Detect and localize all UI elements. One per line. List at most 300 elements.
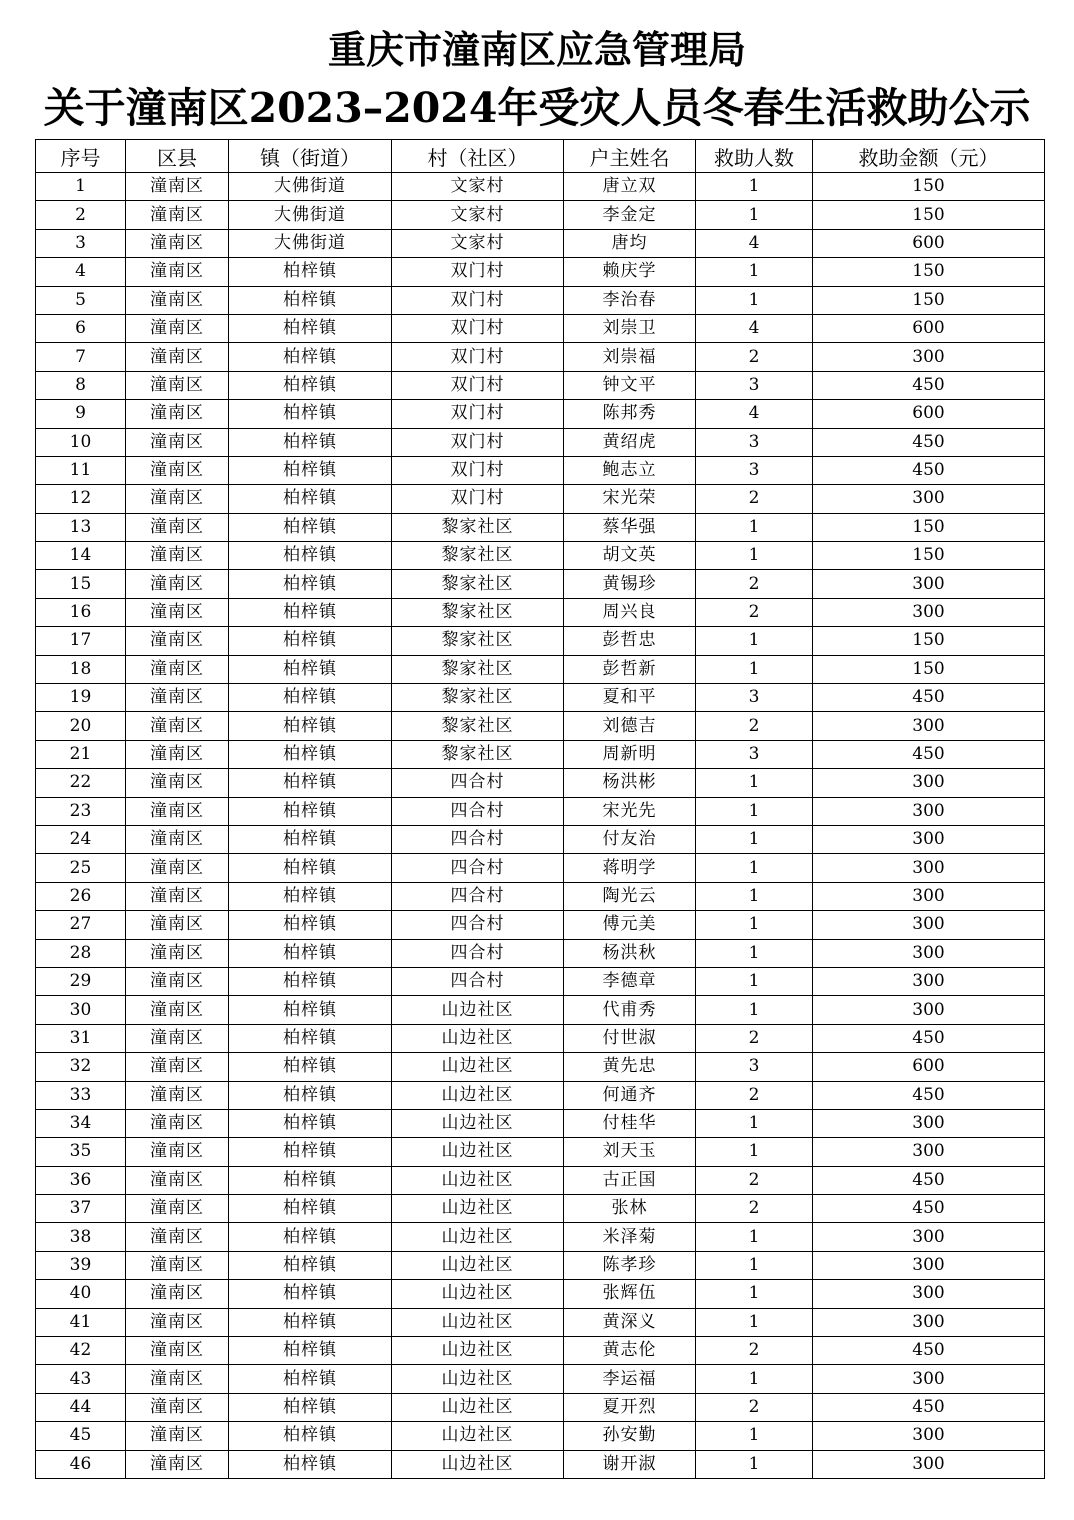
- cell-index: 14: [36, 542, 126, 570]
- cell-town: 柏梓镇: [229, 1365, 392, 1393]
- cell-county: 潼南区: [126, 1337, 229, 1365]
- table-row: [36, 1365, 1045, 1393]
- cell-householder: 钟文平: [564, 371, 696, 399]
- cell-county: 潼南区: [126, 513, 229, 541]
- cell-persons: 1: [696, 1280, 813, 1308]
- cell-householder: 彭哲新: [564, 655, 696, 683]
- cell-amount: 450: [813, 1195, 1045, 1223]
- cell-persons: 1: [696, 1365, 813, 1393]
- cell-persons: 1: [696, 201, 813, 229]
- cell-village: 山边社区: [392, 996, 564, 1024]
- cell-county: 潼南区: [126, 1422, 229, 1450]
- cell-index: 2: [36, 201, 126, 229]
- cell-amount: 300: [813, 712, 1045, 740]
- cell-town: 柏梓镇: [229, 1223, 392, 1251]
- cell-persons: 1: [696, 854, 813, 882]
- cell-county: 潼南区: [126, 1024, 229, 1052]
- cell-amount: 450: [813, 456, 1045, 484]
- cell-persons: 2: [696, 1081, 813, 1109]
- cell-persons: 3: [696, 684, 813, 712]
- cell-householder: 杨洪彬: [564, 769, 696, 797]
- cell-amount: 300: [813, 1450, 1045, 1478]
- table-row: [36, 1251, 1045, 1279]
- cell-county: 潼南区: [126, 854, 229, 882]
- table-row: [36, 1195, 1045, 1223]
- cell-index: 28: [36, 939, 126, 967]
- cell-town: 柏梓镇: [229, 1280, 392, 1308]
- cell-town: 柏梓镇: [229, 400, 392, 428]
- cell-county: 潼南区: [126, 996, 229, 1024]
- cell-county: 潼南区: [126, 201, 229, 229]
- cell-householder: 李金定: [564, 201, 696, 229]
- cell-town: 柏梓镇: [229, 854, 392, 882]
- cell-village: 山边社区: [392, 1422, 564, 1450]
- header-town: 镇（街道）: [229, 140, 392, 173]
- cell-index: 36: [36, 1166, 126, 1194]
- cell-persons: 1: [696, 911, 813, 939]
- table-row: [36, 1308, 1045, 1336]
- table-row: [36, 1109, 1045, 1137]
- cell-persons: 3: [696, 1053, 813, 1081]
- cell-town: 柏梓镇: [229, 286, 392, 314]
- table-header-row: [36, 140, 1045, 173]
- table-row: [36, 1422, 1045, 1450]
- cell-town: 柏梓镇: [229, 1251, 392, 1279]
- table-row: [36, 428, 1045, 456]
- cell-village: 黎家社区: [392, 570, 564, 598]
- table-row: [36, 371, 1045, 399]
- cell-village: 山边社区: [392, 1450, 564, 1478]
- cell-householder: 唐立双: [564, 173, 696, 201]
- table-body: [36, 173, 1045, 1479]
- cell-town: 柏梓镇: [229, 655, 392, 683]
- cell-householder: 蒋明学: [564, 854, 696, 882]
- table-row: [36, 882, 1045, 910]
- cell-town: 柏梓镇: [229, 1393, 392, 1421]
- cell-county: 潼南区: [126, 1166, 229, 1194]
- cell-village: 山边社区: [392, 1109, 564, 1137]
- cell-town: 柏梓镇: [229, 627, 392, 655]
- cell-amount: 300: [813, 570, 1045, 598]
- cell-index: 22: [36, 769, 126, 797]
- cell-index: 17: [36, 627, 126, 655]
- cell-householder: 傅元美: [564, 911, 696, 939]
- cell-index: 35: [36, 1138, 126, 1166]
- table-row: [36, 854, 1045, 882]
- cell-county: 潼南区: [126, 314, 229, 342]
- cell-amount: 450: [813, 428, 1045, 456]
- cell-county: 潼南区: [126, 684, 229, 712]
- cell-village: 黎家社区: [392, 655, 564, 683]
- cell-amount: 450: [813, 1081, 1045, 1109]
- table-row: [36, 400, 1045, 428]
- cell-village: 文家村: [392, 201, 564, 229]
- cell-village: 双门村: [392, 343, 564, 371]
- cell-householder: 夏开烈: [564, 1393, 696, 1421]
- cell-town: 柏梓镇: [229, 1450, 392, 1478]
- cell-village: 双门村: [392, 428, 564, 456]
- cell-householder: 黄深义: [564, 1308, 696, 1336]
- header-village: 村（社区）: [392, 140, 564, 173]
- cell-persons: 4: [696, 314, 813, 342]
- table-row: [36, 286, 1045, 314]
- cell-householder: 付桂华: [564, 1109, 696, 1137]
- table-row: [36, 996, 1045, 1024]
- table-row: [36, 655, 1045, 683]
- cell-index: 42: [36, 1337, 126, 1365]
- cell-county: 潼南区: [126, 1109, 229, 1137]
- cell-town: 柏梓镇: [229, 343, 392, 371]
- cell-index: 21: [36, 740, 126, 768]
- cell-index: 27: [36, 911, 126, 939]
- cell-county: 潼南区: [126, 1081, 229, 1109]
- table-row: [36, 1280, 1045, 1308]
- cell-householder: 陈邦秀: [564, 400, 696, 428]
- cell-village: 山边社区: [392, 1365, 564, 1393]
- cell-amount: 300: [813, 1365, 1045, 1393]
- header-amount: 救助金额（元）: [813, 140, 1045, 173]
- cell-county: 潼南区: [126, 371, 229, 399]
- cell-persons: 1: [696, 627, 813, 655]
- cell-persons: 2: [696, 1195, 813, 1223]
- cell-householder: 代甫秀: [564, 996, 696, 1024]
- cell-householder: 李德章: [564, 967, 696, 995]
- cell-town: 柏梓镇: [229, 939, 392, 967]
- cell-town: 柏梓镇: [229, 1422, 392, 1450]
- cell-village: 山边社区: [392, 1166, 564, 1194]
- cell-village: 四合村: [392, 825, 564, 853]
- cell-town: 柏梓镇: [229, 1024, 392, 1052]
- cell-index: 5: [36, 286, 126, 314]
- cell-amount: 600: [813, 400, 1045, 428]
- cell-persons: 4: [696, 400, 813, 428]
- cell-amount: 600: [813, 1053, 1045, 1081]
- cell-amount: 150: [813, 286, 1045, 314]
- cell-index: 20: [36, 712, 126, 740]
- cell-index: 32: [36, 1053, 126, 1081]
- cell-town: 柏梓镇: [229, 740, 392, 768]
- cell-town: 柏梓镇: [229, 1308, 392, 1336]
- cell-amount: 450: [813, 684, 1045, 712]
- cell-amount: 600: [813, 229, 1045, 257]
- cell-index: 4: [36, 258, 126, 286]
- table-row: [36, 456, 1045, 484]
- cell-county: 潼南区: [126, 825, 229, 853]
- cell-persons: 2: [696, 1393, 813, 1421]
- cell-town: 柏梓镇: [229, 513, 392, 541]
- cell-persons: 1: [696, 825, 813, 853]
- cell-index: 37: [36, 1195, 126, 1223]
- cell-amount: 300: [813, 1251, 1045, 1279]
- cell-amount: 300: [813, 1308, 1045, 1336]
- cell-amount: 450: [813, 1166, 1045, 1194]
- cell-county: 潼南区: [126, 1195, 229, 1223]
- cell-householder: 刘崇卫: [564, 314, 696, 342]
- cell-county: 潼南区: [126, 258, 229, 286]
- cell-householder: 李运福: [564, 1365, 696, 1393]
- table-row: [36, 1053, 1045, 1081]
- cell-index: 38: [36, 1223, 126, 1251]
- table-row: [36, 570, 1045, 598]
- cell-town: 柏梓镇: [229, 485, 392, 513]
- cell-village: 黎家社区: [392, 598, 564, 626]
- cell-county: 潼南区: [126, 1251, 229, 1279]
- cell-village: 山边社区: [392, 1138, 564, 1166]
- cell-index: 9: [36, 400, 126, 428]
- cell-county: 潼南区: [126, 570, 229, 598]
- cell-county: 潼南区: [126, 769, 229, 797]
- cell-index: 19: [36, 684, 126, 712]
- cell-county: 潼南区: [126, 1280, 229, 1308]
- cell-index: 3: [36, 229, 126, 257]
- cell-householder: 谢开淑: [564, 1450, 696, 1478]
- cell-amount: 300: [813, 939, 1045, 967]
- cell-county: 潼南区: [126, 456, 229, 484]
- cell-amount: 150: [813, 655, 1045, 683]
- table-row: [36, 1450, 1045, 1478]
- table-row: [36, 825, 1045, 853]
- cell-village: 文家村: [392, 173, 564, 201]
- cell-persons: 2: [696, 1024, 813, 1052]
- cell-village: 四合村: [392, 911, 564, 939]
- cell-index: 11: [36, 456, 126, 484]
- cell-amount: 150: [813, 258, 1045, 286]
- cell-amount: 300: [813, 1138, 1045, 1166]
- cell-village: 双门村: [392, 371, 564, 399]
- cell-village: 黎家社区: [392, 712, 564, 740]
- cell-householder: 古正国: [564, 1166, 696, 1194]
- cell-town: 柏梓镇: [229, 712, 392, 740]
- cell-county: 潼南区: [126, 882, 229, 910]
- cell-county: 潼南区: [126, 1450, 229, 1478]
- table-row: [36, 1166, 1045, 1194]
- cell-village: 双门村: [392, 456, 564, 484]
- cell-county: 潼南区: [126, 967, 229, 995]
- cell-village: 双门村: [392, 485, 564, 513]
- cell-village: 山边社区: [392, 1024, 564, 1052]
- cell-county: 潼南区: [126, 485, 229, 513]
- cell-householder: 何通齐: [564, 1081, 696, 1109]
- table-row: [36, 712, 1045, 740]
- cell-persons: 2: [696, 485, 813, 513]
- cell-index: 43: [36, 1365, 126, 1393]
- cell-village: 黎家社区: [392, 513, 564, 541]
- header-persons: 救助人数: [696, 140, 813, 173]
- table-row: [36, 485, 1045, 513]
- table-row: [36, 627, 1045, 655]
- cell-village: 双门村: [392, 400, 564, 428]
- cell-village: 四合村: [392, 769, 564, 797]
- cell-persons: 3: [696, 428, 813, 456]
- cell-persons: 1: [696, 286, 813, 314]
- cell-index: 41: [36, 1308, 126, 1336]
- cell-householder: 周兴良: [564, 598, 696, 626]
- table-row: [36, 598, 1045, 626]
- cell-householder: 宋光先: [564, 797, 696, 825]
- cell-amount: 300: [813, 882, 1045, 910]
- cell-amount: 300: [813, 1280, 1045, 1308]
- cell-village: 双门村: [392, 314, 564, 342]
- cell-town: 柏梓镇: [229, 996, 392, 1024]
- cell-county: 潼南区: [126, 1053, 229, 1081]
- cell-village: 文家村: [392, 229, 564, 257]
- cell-county: 潼南区: [126, 939, 229, 967]
- cell-index: 1: [36, 173, 126, 201]
- cell-town: 柏梓镇: [229, 1337, 392, 1365]
- cell-town: 柏梓镇: [229, 882, 392, 910]
- header-index: 序号: [36, 140, 126, 173]
- cell-county: 潼南区: [126, 542, 229, 570]
- cell-village: 山边社区: [392, 1195, 564, 1223]
- cell-county: 潼南区: [126, 343, 229, 371]
- cell-county: 潼南区: [126, 598, 229, 626]
- cell-amount: 300: [813, 598, 1045, 626]
- cell-county: 潼南区: [126, 911, 229, 939]
- cell-town: 柏梓镇: [229, 967, 392, 995]
- cell-persons: 2: [696, 598, 813, 626]
- cell-persons: 1: [696, 513, 813, 541]
- cell-amount: 300: [813, 911, 1045, 939]
- cell-index: 33: [36, 1081, 126, 1109]
- cell-persons: 2: [696, 343, 813, 371]
- cell-county: 潼南区: [126, 428, 229, 456]
- cell-index: 8: [36, 371, 126, 399]
- cell-persons: 1: [696, 1308, 813, 1336]
- cell-persons: 1: [696, 1422, 813, 1450]
- cell-amount: 150: [813, 542, 1045, 570]
- table-row: [36, 1223, 1045, 1251]
- cell-amount: 150: [813, 627, 1045, 655]
- cell-householder: 刘天玉: [564, 1138, 696, 1166]
- table-row: [36, 258, 1045, 286]
- cell-county: 潼南区: [126, 1365, 229, 1393]
- cell-amount: 150: [813, 513, 1045, 541]
- cell-town: 柏梓镇: [229, 769, 392, 797]
- cell-persons: 2: [696, 570, 813, 598]
- cell-county: 潼南区: [126, 1393, 229, 1421]
- cell-index: 7: [36, 343, 126, 371]
- cell-householder: 杨洪秋: [564, 939, 696, 967]
- cell-householder: 唐均: [564, 229, 696, 257]
- cell-town: 大佛街道: [229, 201, 392, 229]
- cell-village: 山边社区: [392, 1251, 564, 1279]
- cell-county: 潼南区: [126, 655, 229, 683]
- cell-amount: 300: [813, 343, 1045, 371]
- cell-householder: 胡文英: [564, 542, 696, 570]
- cell-index: 39: [36, 1251, 126, 1279]
- cell-householder: 张辉伍: [564, 1280, 696, 1308]
- cell-amount: 150: [813, 201, 1045, 229]
- cell-village: 山边社区: [392, 1393, 564, 1421]
- cell-persons: 1: [696, 996, 813, 1024]
- cell-village: 山边社区: [392, 1308, 564, 1336]
- cell-village: 黎家社区: [392, 627, 564, 655]
- cell-householder: 黄绍虎: [564, 428, 696, 456]
- cell-amount: 300: [813, 854, 1045, 882]
- cell-town: 柏梓镇: [229, 911, 392, 939]
- table-row: [36, 201, 1045, 229]
- cell-village: 四合村: [392, 797, 564, 825]
- table-row: [36, 1393, 1045, 1421]
- cell-householder: 宋光荣: [564, 485, 696, 513]
- cell-town: 柏梓镇: [229, 456, 392, 484]
- cell-county: 潼南区: [126, 797, 229, 825]
- cell-amount: 450: [813, 1393, 1045, 1421]
- cell-village: 山边社区: [392, 1053, 564, 1081]
- header-householder: 户主姓名: [564, 140, 696, 173]
- cell-county: 潼南区: [126, 286, 229, 314]
- cell-village: 山边社区: [392, 1081, 564, 1109]
- cell-householder: 付友治: [564, 825, 696, 853]
- cell-persons: 2: [696, 1337, 813, 1365]
- cell-village: 双门村: [392, 286, 564, 314]
- cell-index: 26: [36, 882, 126, 910]
- table-row: [36, 769, 1045, 797]
- cell-town: 柏梓镇: [229, 797, 392, 825]
- cell-persons: 1: [696, 1223, 813, 1251]
- cell-persons: 3: [696, 456, 813, 484]
- cell-amount: 300: [813, 1422, 1045, 1450]
- cell-persons: 1: [696, 1138, 813, 1166]
- cell-index: 44: [36, 1393, 126, 1421]
- cell-county: 潼南区: [126, 1138, 229, 1166]
- cell-town: 柏梓镇: [229, 570, 392, 598]
- cell-persons: 3: [696, 740, 813, 768]
- table-row: [36, 939, 1045, 967]
- cell-index: 23: [36, 797, 126, 825]
- cell-county: 潼南区: [126, 229, 229, 257]
- table-row: [36, 343, 1045, 371]
- cell-index: 16: [36, 598, 126, 626]
- cell-householder: 鲍志立: [564, 456, 696, 484]
- cell-county: 潼南区: [126, 627, 229, 655]
- cell-persons: 1: [696, 769, 813, 797]
- cell-index: 6: [36, 314, 126, 342]
- cell-village: 山边社区: [392, 1223, 564, 1251]
- cell-householder: 蔡华强: [564, 513, 696, 541]
- cell-county: 潼南区: [126, 1223, 229, 1251]
- cell-householder: 刘崇福: [564, 343, 696, 371]
- cell-town: 大佛街道: [229, 229, 392, 257]
- cell-householder: 夏和平: [564, 684, 696, 712]
- cell-persons: 1: [696, 542, 813, 570]
- cell-town: 柏梓镇: [229, 1081, 392, 1109]
- cell-village: 四合村: [392, 967, 564, 995]
- cell-county: 潼南区: [126, 712, 229, 740]
- cell-amount: 300: [813, 769, 1045, 797]
- cell-town: 柏梓镇: [229, 598, 392, 626]
- table-row: [36, 1138, 1045, 1166]
- cell-village: 四合村: [392, 882, 564, 910]
- cell-amount: 300: [813, 797, 1045, 825]
- cell-town: 柏梓镇: [229, 825, 392, 853]
- cell-village: 黎家社区: [392, 684, 564, 712]
- relief-table: [35, 139, 1045, 1479]
- cell-village: 四合村: [392, 939, 564, 967]
- cell-persons: 4: [696, 229, 813, 257]
- cell-index: 30: [36, 996, 126, 1024]
- cell-amount: 300: [813, 485, 1045, 513]
- cell-index: 31: [36, 1024, 126, 1052]
- cell-householder: 彭哲忠: [564, 627, 696, 655]
- cell-village: 四合村: [392, 854, 564, 882]
- cell-householder: 黄锡珍: [564, 570, 696, 598]
- cell-town: 柏梓镇: [229, 684, 392, 712]
- cell-persons: 2: [696, 712, 813, 740]
- cell-index: 12: [36, 485, 126, 513]
- table-row: [36, 1024, 1045, 1052]
- header-county: 区县: [126, 140, 229, 173]
